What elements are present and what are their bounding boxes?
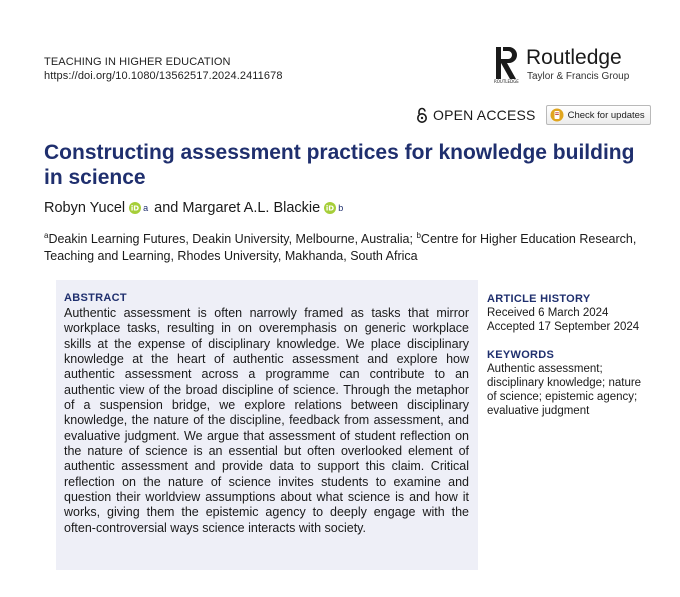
affiliation-key: a [44,230,49,240]
routledge-r-logo-icon [494,44,522,84]
author-name[interactable]: Robyn Yucel [44,200,126,216]
check-for-updates-icon [550,108,564,122]
access-row [416,104,651,126]
abstract-heading: ABSTRACT [64,292,127,304]
journal-header [44,55,283,83]
abstract-box [56,280,478,570]
open-lock-icon [416,107,428,123]
publisher-name: Routledge [526,46,622,69]
author-name[interactable]: Margaret A.L. Blackie [182,200,321,216]
keywords-heading: KEYWORDS [487,349,555,361]
publisher-logo-block [494,44,644,88]
svg-text:iD: iD [326,204,335,213]
affiliation-text: Deakin Learning Futures, Deakin University, Melbourne, Australia; [48,232,413,246]
check-for-updates-button[interactable] [546,105,651,125]
sidebar-spacer [487,334,647,348]
article-sidebar [487,292,647,418]
affiliations [44,231,644,265]
publisher-subtitle: Taylor & Francis Group [527,71,630,82]
author-list: Robyn Yucel iD a and Margaret A.L. Blackie iD b [44,200,344,216]
received-date: Received 6 March 2024 [487,307,609,319]
abstract-text: Authentic assessment is often narrowly framed as tasks that mirror workplace tasks, resulting in on overemphasis on generic workplace skills at the expense of disciplinary knowledge. We place disciplinary knowledge at the heart of authentic assessment and explore how authentic assessment across a programme can contribute to an authentic view of the broad discipline of science. Through the metaphor of a suspension bridge, we explore relations between disciplinary knowledge, the nature of the discipline, feedback from assessment, and evaluative judgment. We argue that assessment of student reflection on the nature of science is an essential but often overlooked element of authentic assessment and provide data to support this claim. Critical reflection on the nature of science invites students to examine and question their worldview assumptions about what science is and how it works, giving them the epistemic agency to deeply engage with the often-controversial ways science interacts with society. [64,306,469,535]
check-for-updates-label: Check for updates [567,109,645,121]
author-joiner: and [154,200,179,216]
article-history-heading: ARTICLE HISTORY [487,293,591,305]
doi-link[interactable]: https://doi.org/10.1080/13562517.2024.2411678 [44,70,283,82]
affiliation-text: Centre for Higher Education Research, Teaching and Learning, Rhodes University, Makhanda, South Africa [44,232,637,263]
open-access-label: OPEN ACCESS [433,107,536,123]
svg-text:iD: iD [131,204,140,213]
orcid-icon[interactable] [324,202,336,214]
accepted-date: Accepted 17 September 2024 [487,321,640,333]
orcid-icon[interactable] [129,202,141,214]
svg-text:ROUTLEDGE: ROUTLEDGE [494,79,519,84]
keywords-text: Authentic assessment; disciplinary knowledge; nature of science; epistemic agency; evaluative judgment [487,363,642,417]
affiliation-key: b [416,230,421,240]
article-title: Constructing assessment practices for knowledge building in science [44,141,635,189]
journal-name: TEACHING IN HIGHER EDUCATION [44,56,231,68]
